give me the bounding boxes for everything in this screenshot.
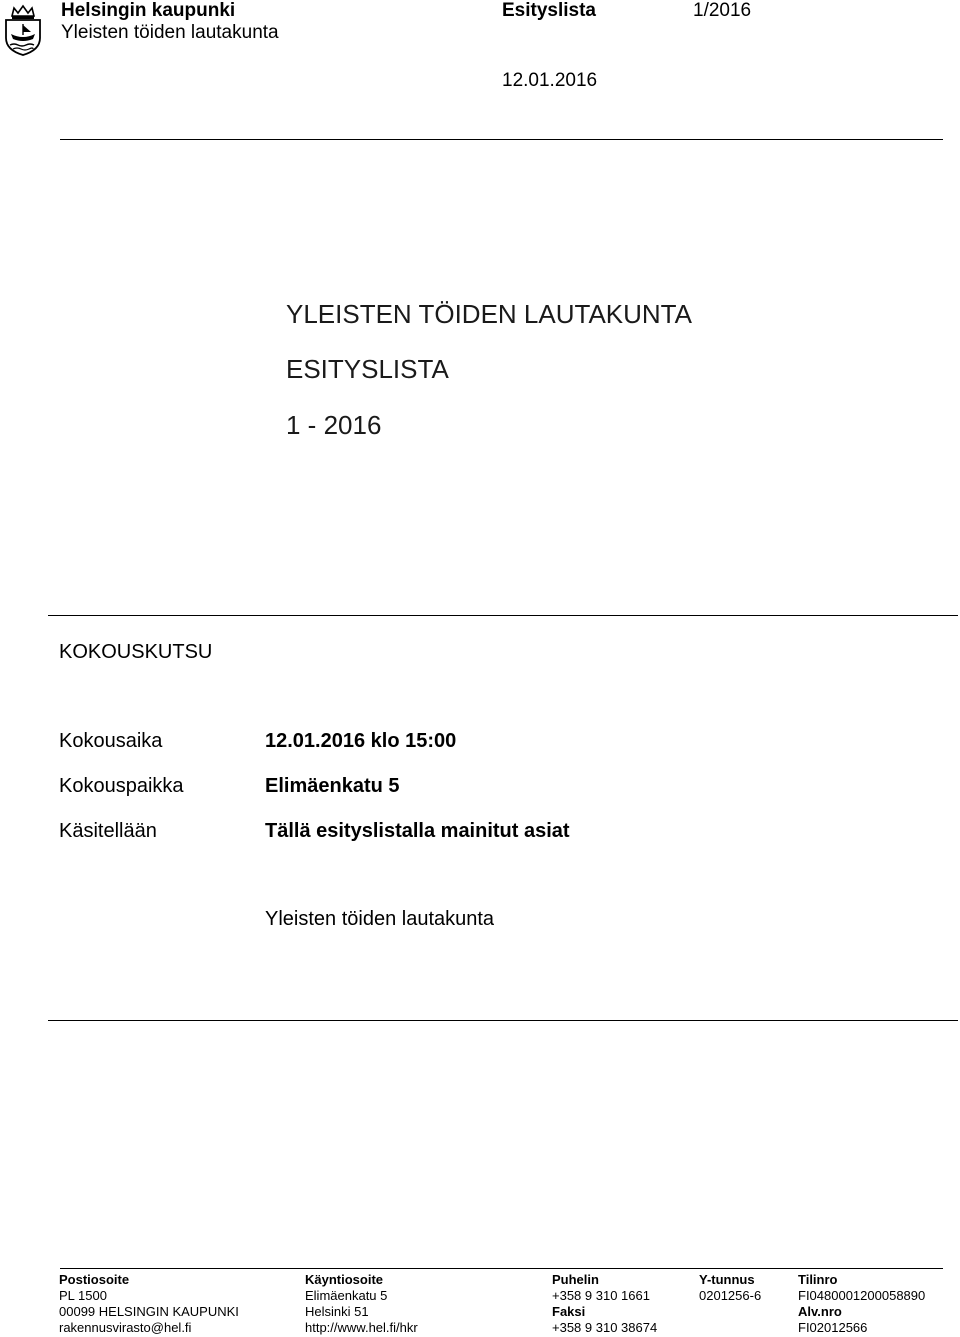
agenda-title: ESITYSLISTA: [286, 354, 449, 384]
header-rule: [60, 139, 943, 140]
meeting-time-label: Kokousaika: [59, 730, 163, 752]
footer-rule: [60, 1268, 943, 1269]
header-org: Helsingin kaupunki: [61, 0, 236, 21]
agenda-items-value: Tällä esityslistalla mainitut asiat: [265, 820, 570, 842]
footer-postal-line: 00099 HELSINGIN KAUPUNKI: [59, 1304, 239, 1319]
header-dept: Yleisten töiden lautakunta: [61, 22, 279, 43]
footer-vat-header: Alv.nro: [798, 1304, 842, 1319]
header-number: 1/2016: [693, 0, 752, 21]
footer-fax-header: Faksi: [552, 1304, 586, 1319]
footer-col-business-id: [699, 1272, 761, 1304]
invitation-heading: KOKOUSKUTSU: [59, 641, 213, 663]
agenda-items-label: Käsitellään: [59, 820, 157, 842]
committee-title: YLEISTEN TÖIDEN LAUTAKUNTA: [286, 299, 692, 329]
footer-fax-number: +358 9 310 38674: [552, 1320, 658, 1335]
footer-col-visiting: [305, 1272, 418, 1336]
footer-account-header: Tilinro: [798, 1272, 838, 1287]
footer-phone-header: Puhelin: [552, 1272, 599, 1287]
footer-col-postal: [59, 1272, 239, 1336]
header-doc-type: Esityslista: [502, 0, 596, 21]
footer-col-account: [798, 1272, 925, 1336]
footer-visiting-line: Elimäenkatu 5: [305, 1288, 388, 1303]
footer-col-phone: [552, 1272, 657, 1336]
title-rule: [48, 615, 958, 616]
footer-postal-line: PL 1500: [59, 1288, 107, 1303]
meeting-place-value: Elimäenkatu 5: [265, 775, 400, 797]
footer-website-link[interactable]: http://www.hel.fi/hkr: [305, 1320, 418, 1335]
signature: Yleisten töiden lautakunta: [265, 908, 495, 930]
footer-account-number: FI0480001200058890: [798, 1288, 926, 1303]
footer-email-link[interactable]: rakennusvirasto@hel.fi: [59, 1320, 192, 1335]
content-rule: [48, 1020, 958, 1021]
header-date: 12.01.2016: [502, 70, 598, 91]
helsinki-crest-icon: [2, 4, 44, 56]
meeting-place-label: Kokouspaikka: [59, 775, 184, 797]
footer-phone-number: +358 9 310 1661: [552, 1288, 650, 1303]
footer-visiting-line: Helsinki 51: [305, 1304, 369, 1319]
footer-visiting-header: Käyntiosoite: [305, 1272, 384, 1287]
agenda-number: 1 - 2016: [286, 410, 382, 440]
footer-vat-number: FI02012566: [798, 1320, 868, 1335]
footer-business-id: 0201256-6: [699, 1288, 762, 1303]
meeting-time-value: 12.01.2016 klo 15:00: [265, 730, 457, 752]
footer-business-id-header: Y-tunnus: [699, 1272, 755, 1287]
footer-postal-header: Postiosoite: [59, 1272, 130, 1287]
